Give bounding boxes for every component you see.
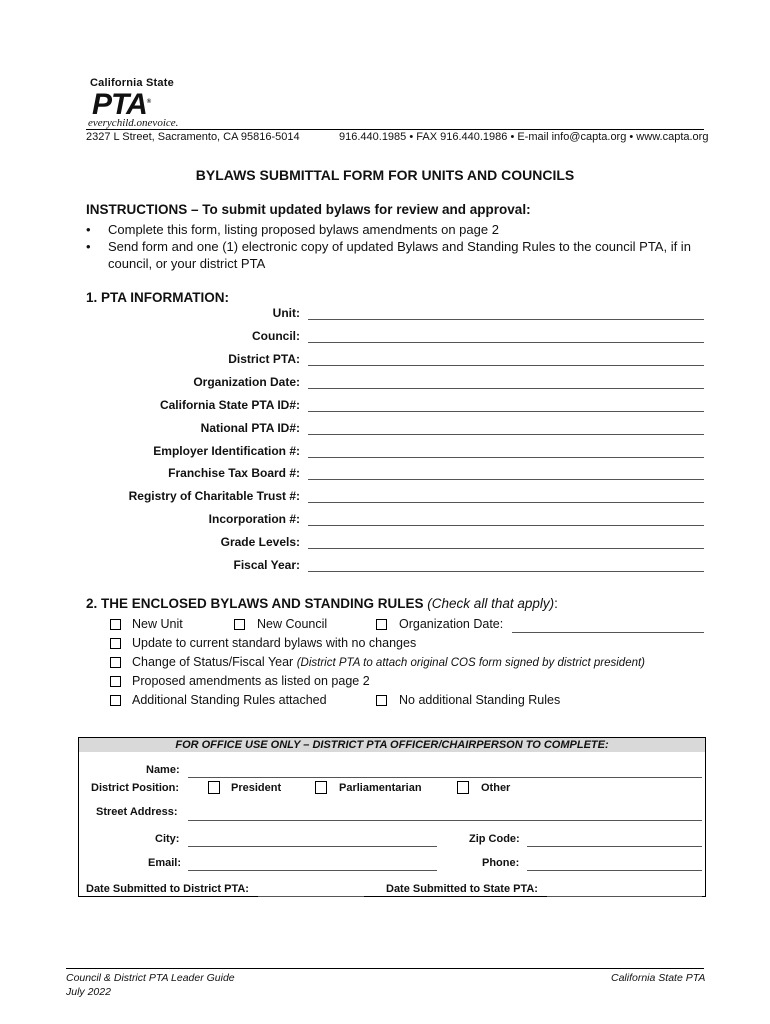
office-name-field[interactable]: [188, 777, 702, 778]
logo-state-text: California State: [90, 77, 174, 89]
field-council[interactable]: Council:: [0, 329, 770, 345]
street-address-label: Street Address:: [96, 806, 178, 818]
office-name-label: Name:: [146, 764, 180, 776]
phone-label: Phone:: [482, 857, 520, 869]
logo-pta-text: PTA: [92, 88, 147, 121]
update-standard-checkbox[interactable]: [110, 638, 121, 649]
footer-guide-title: Council & District PTA Leader Guide: [66, 972, 235, 984]
phone-field[interactable]: [527, 870, 702, 871]
street-address-field[interactable]: [188, 820, 702, 821]
field-district-pta[interactable]: District PTA:: [0, 352, 770, 368]
date-state-label: Date Submitted to State PTA:: [386, 883, 538, 895]
parliamentarian-checkbox[interactable]: [315, 781, 327, 794]
other-label: Other: [481, 782, 511, 794]
parliamentarian-label: Parliamentarian: [339, 782, 422, 794]
zip-field[interactable]: [527, 846, 702, 847]
date-state-field[interactable]: [547, 896, 702, 897]
field-national-pta-id[interactable]: National PTA ID#:: [0, 421, 770, 437]
header-address: 2327 L Street, Sacramento, CA 95816-5014: [86, 131, 300, 143]
date-district-field[interactable]: [258, 896, 364, 897]
no-additional-rules-label: No additional Standing Rules: [399, 693, 561, 707]
field-organization-date[interactable]: Organization Date:: [0, 375, 770, 391]
header-contact: 916.440.1985 • FAX 916.440.1986 • E-mail info@capta.org • www.capta.org: [339, 131, 709, 143]
instructions-heading: INSTRUCTIONS – To submit updated bylaws for review and approval:: [86, 202, 531, 217]
zip-label: Zip Code:: [469, 833, 520, 845]
field-fiscal-year[interactable]: Fiscal Year:: [0, 558, 770, 574]
change-status-checkbox[interactable]: [110, 657, 121, 668]
field-grade-levels[interactable]: Grade Levels:: [0, 535, 770, 551]
instruction-item: • Complete this form, listing proposed bylaws amendments on page 2: [86, 222, 499, 237]
email-label: Email:: [148, 857, 182, 869]
organization-date-checkbox[interactable]: [376, 619, 387, 630]
section1-heading: 1. PTA INFORMATION:: [86, 290, 229, 305]
president-checkbox[interactable]: [208, 781, 220, 794]
new-unit-label: New Unit: [132, 617, 183, 631]
new-council-label: New Council: [257, 617, 328, 631]
field-unit[interactable]: Unit:: [0, 306, 770, 322]
update-standard-label: Update to current standard bylaws with no changes: [132, 636, 417, 650]
president-label: President: [231, 782, 282, 794]
proposed-amendments-label: Proposed amendments as listed on page 2: [132, 674, 370, 688]
no-additional-rules-checkbox[interactable]: [376, 695, 387, 706]
footer-org: California State PTA: [611, 972, 706, 984]
proposed-amendments-checkbox[interactable]: [110, 676, 121, 687]
organization-date-label: Organization Date:: [399, 617, 504, 631]
date-district-label: Date Submitted to District PTA:: [86, 883, 249, 895]
city-label: City:: [155, 833, 180, 845]
instruction-item: • Send form and one (1) electronic copy of updated Bylaws and Standing Rules to the council PTA, if in council, or your district PTA: [86, 239, 691, 271]
field-state-pta-id[interactable]: California State PTA ID#:: [0, 398, 770, 414]
additional-rules-checkbox[interactable]: [110, 695, 121, 706]
field-employer-id[interactable]: Employer Identification #:: [0, 444, 770, 460]
logo-pta: PTA®: [92, 88, 151, 121]
new-council-checkbox[interactable]: [234, 619, 245, 630]
new-unit-checkbox[interactable]: [110, 619, 121, 630]
city-field[interactable]: [188, 846, 437, 847]
instructions-list: [86, 221, 716, 272]
section2-heading: 2. THE ENCLOSED BYLAWS AND STANDING RULES (Check all that apply):: [86, 596, 558, 611]
district-position-label: District Position:: [91, 782, 180, 794]
form-title: BYLAWS SUBMITTAL FORM FOR UNITS AND COUNCILS: [195, 167, 575, 183]
logo-tagline: everychild.onevoice.: [88, 117, 179, 129]
email-field[interactable]: [188, 870, 437, 871]
field-charitable-trust[interactable]: Registry of Charitable Trust #:: [0, 489, 770, 505]
additional-rules-label: Additional Standing Rules attached: [132, 693, 327, 707]
change-status-label: Change of Status/Fiscal Year (District PTA to attach original COS form signed by district president): [132, 655, 646, 669]
field-incorporation[interactable]: Incorporation #:: [0, 512, 770, 528]
footer-date: July 2022: [66, 986, 111, 998]
header-rule: [86, 129, 704, 130]
office-use-banner: FOR OFFICE USE ONLY – DISTRICT PTA OFFICER/CHAIRPERSON TO COMPLETE:: [79, 738, 705, 752]
organization-date-field[interactable]: [512, 632, 704, 633]
footer-rule: [66, 968, 704, 969]
other-checkbox[interactable]: [457, 781, 469, 794]
field-franchise-tax-board[interactable]: Franchise Tax Board #:: [0, 466, 770, 482]
